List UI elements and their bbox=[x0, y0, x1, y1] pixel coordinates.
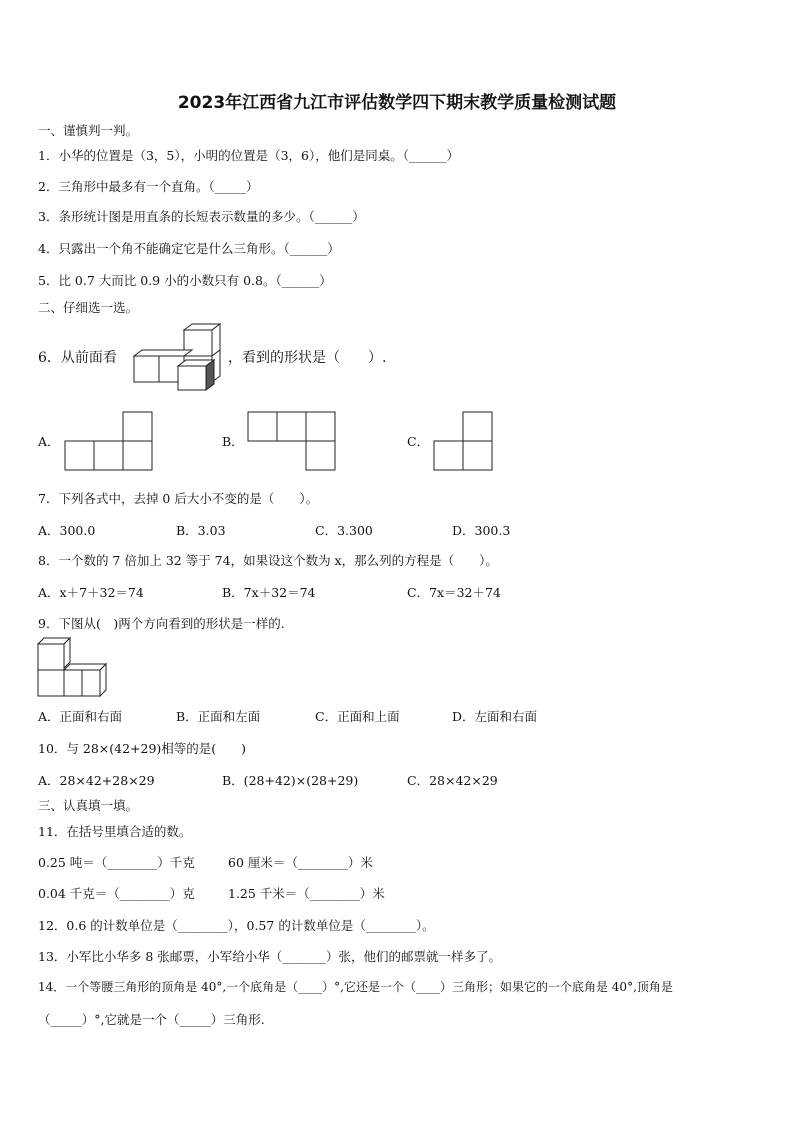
question-14-line-2: （_____）°,它就是一个（_____）三角形. bbox=[38, 1012, 265, 1027]
question-8: 8．一个数的 7 倍加上 32 等于 74，如果设这个数为 x，那么列的方程是（ ）。 bbox=[38, 553, 498, 568]
question-7: 7．下列各式中，去掉 0 后大小不变的是（ ）。 bbox=[38, 491, 319, 506]
option-9c: C．正面和上面 bbox=[315, 709, 400, 724]
question-11c: 0.04 千克＝（________）克 bbox=[38, 886, 195, 901]
option-6c-label: C． bbox=[407, 434, 430, 449]
question-3: 3．条形统计图是用直条的长短表示数量的多少。（______） bbox=[38, 209, 365, 224]
question-11d: 1.25 千米＝（________）米 bbox=[228, 886, 385, 901]
question-4: 4．只露出一个角不能确定它是什么三角形。（______） bbox=[38, 241, 340, 256]
option-8c: C．7x＝32＋74 bbox=[407, 585, 501, 600]
option-6b-label: B． bbox=[222, 434, 244, 449]
option-9b: B．正面和左面 bbox=[176, 709, 261, 724]
question-1: 1．小华的位置是（3，5），小明的位置是（3，6），他们是同桌。（______） bbox=[38, 148, 460, 163]
option-9a: A．正面和右面 bbox=[38, 709, 123, 724]
section-3-heading: 三、认真填一填。 bbox=[38, 798, 139, 813]
page-title: 2023年江西省九江市评估数学四下期末教学质量检测试题 bbox=[177, 93, 617, 113]
question-12: 12．0.6 的计数单位是（________），0.57 的计数单位是（________）。 bbox=[38, 918, 435, 933]
question-9: 9．下图从( )两个方向看到的形状是一样的. bbox=[38, 616, 285, 631]
option-6c-figure bbox=[433, 410, 495, 472]
option-6a-figure bbox=[64, 410, 154, 472]
question-13: 13．小军比小华多 8 张邮票，小军给小华（_______）张，他们的邮票就一样多了。 bbox=[38, 949, 502, 964]
option-10a: A．28×42+28×29 bbox=[38, 773, 155, 788]
question-10: 10．与 28×(42+29)相等的是( ) bbox=[38, 741, 247, 756]
question-5: 5．比 0.7 大而比 0.9 小的小数只有 0.8。（______） bbox=[38, 273, 332, 288]
option-7a: A．300.0 bbox=[38, 523, 96, 538]
option-7c: C．3.300 bbox=[315, 523, 373, 538]
question-14-line-1: 14．一个等腰三角形的顶角是 40°,一个底角是（____）°,它还是一个（____）三角形；如果它的一个底角是 40°,顶角是 bbox=[38, 980, 673, 994]
option-8b: B．7x＋32＝74 bbox=[222, 585, 316, 600]
option-8a: A．x＋7＋32＝74 bbox=[38, 585, 144, 600]
question-6-suffix: ，看到的形状是（ ）. bbox=[228, 350, 387, 366]
question-2: 2．三角形中最多有一个直角。（_____） bbox=[38, 179, 259, 194]
question-6-cube-figure bbox=[130, 322, 225, 394]
question-6-prefix: 6．从前面看 bbox=[38, 350, 117, 366]
option-7d: D．300.3 bbox=[452, 523, 511, 538]
option-10c: C．28×42×29 bbox=[407, 773, 498, 788]
option-9d: D．左面和右面 bbox=[452, 709, 538, 724]
question-11a: 0.25 吨＝（________）千克 bbox=[38, 855, 195, 870]
question-9-cube-figure bbox=[36, 636, 110, 700]
section-2-heading: 二、仔细选一选。 bbox=[38, 300, 139, 315]
option-10b: B．(28+42)×(28+29) bbox=[222, 773, 359, 788]
option-6a-label: A． bbox=[38, 434, 60, 449]
section-1-heading: 一、谨慎判一判。 bbox=[38, 123, 139, 138]
question-11b: 60 厘米＝（________）米 bbox=[228, 855, 373, 870]
option-6b-figure bbox=[247, 410, 339, 472]
option-7b: B．3.03 bbox=[176, 523, 226, 538]
question-11: 11．在括号里填合适的数。 bbox=[38, 824, 192, 839]
